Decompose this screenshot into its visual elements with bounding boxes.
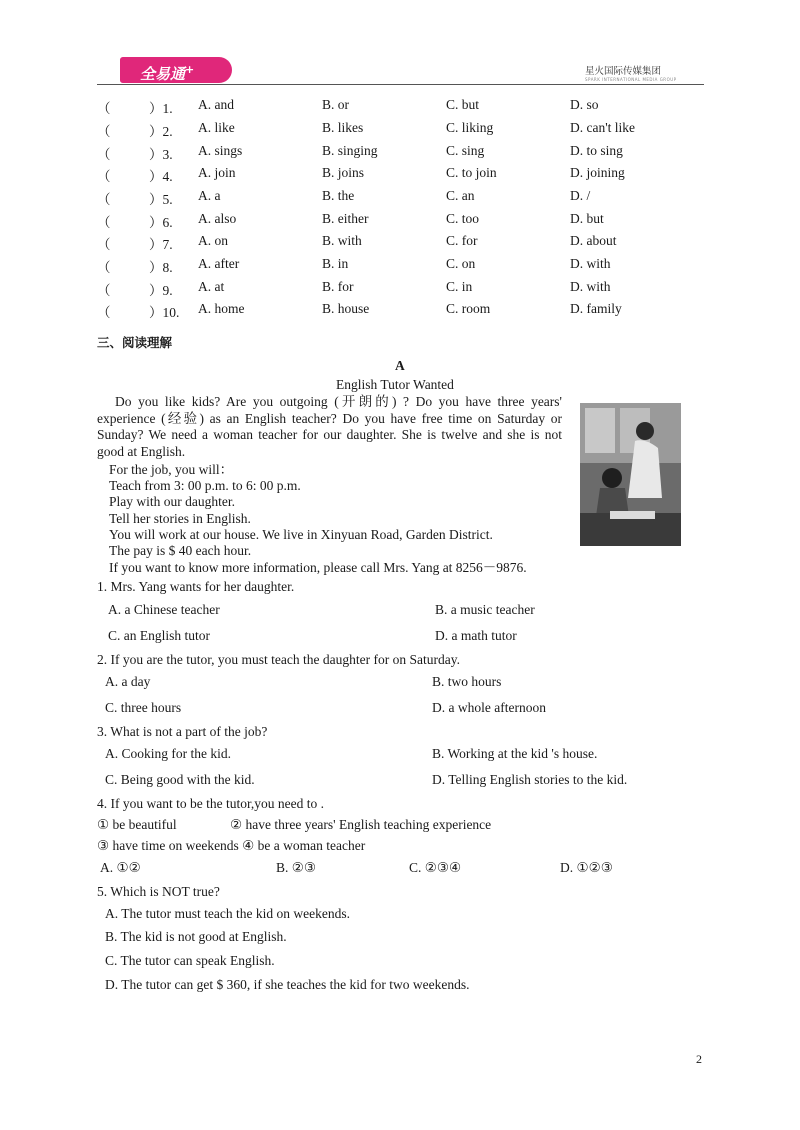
option-a: A. home [198,301,245,316]
option-c: C. to join [446,165,497,180]
option-a: A. Cooking for the kid. [105,746,231,761]
option-d: D. so [570,97,599,112]
question-number: ）8. [149,260,173,275]
logo-plus: + [185,63,195,76]
option-row [97,301,697,321]
q4-option-a: A. ①② [100,860,141,875]
option-c: C. Being good with the kid. [105,772,255,787]
q4-option-b: B. ②③ [276,860,316,875]
question-stem: 1. Mrs. Yang wants for her daughter. [97,579,295,594]
publisher-sub: SPARK INTERNATIONAL MEDIA GROUP [585,77,677,82]
question-number: ）1. [149,101,173,116]
q4-option-c: C. ②③④ [409,860,462,875]
question-number: ）4. [149,169,173,184]
passage-line: The pay is $ 40 each hour. [109,543,252,558]
answer-paren-open: （ [97,237,111,252]
brand-logo [120,57,232,83]
q5-option-b: B. The kid is not good at English. [105,929,287,944]
option-d: D. with [570,256,611,271]
q4-item-3-4: ③ have time on weekends ④ be a woman teacher [97,838,366,853]
option-c: C. an English tutor [108,628,210,643]
passage-line: For the job, you will： [109,462,234,477]
q4-item-2: ② have three years' English teaching experience [230,817,492,832]
option-row [97,256,697,276]
option-row [97,97,697,117]
passage-line: Teach from 3: 00 p.m. to 6: 00 p.m. [109,478,301,493]
option-row [97,143,697,163]
option-a: A. on [198,233,228,248]
q5-option-a: A. The tutor must teach the kid on weekends. [105,906,350,921]
option-d: D. about [570,233,617,248]
question-number: ）3. [149,147,173,162]
header-divider [97,84,704,85]
option-b: B. the [322,188,355,203]
option-b: B. or [322,97,349,112]
option-b: B. house [322,301,370,316]
option-d: D. a math tutor [435,628,517,643]
option-a: A. also [198,211,237,226]
q4-item-1: ① be beautiful [97,817,177,832]
option-row [97,165,697,185]
publisher-name [585,63,677,82]
answer-paren-open: （ [97,215,111,230]
logo-text: 全易通 [140,65,186,83]
option-c: C. room [446,301,491,316]
option-d: D. a whole afternoon [432,700,546,715]
option-a: A. join [198,165,236,180]
option-b: B. in [322,256,349,271]
q4-option-d: D. ①②③ [560,860,613,875]
option-a: A. a [198,188,221,203]
question-number: ）5. [149,192,173,207]
option-row [97,120,697,140]
question-number: ）7. [149,237,173,252]
option-c: C. an [446,188,475,203]
answer-paren-open: （ [97,169,111,184]
option-a: A. a Chinese teacher [108,602,220,617]
question-stem: 2. If you are the tutor, you must teach the daughter for on Saturday. [97,652,460,667]
answer-paren-open: （ [97,283,111,298]
option-b: B. joins [322,165,365,180]
option-d: D. Telling English stories to the kid. [432,772,628,787]
option-b: B. with [322,233,362,248]
option-a: A. sings [198,143,243,158]
option-d: D. family [570,301,622,316]
answer-paren-open: （ [97,305,111,320]
question-number: ）2. [149,124,173,139]
option-c: C. on [446,256,476,271]
option-c: C. for [446,233,478,248]
question-number: ）10. [149,305,180,320]
answer-paren-open: （ [97,101,111,116]
option-c: C. too [446,211,480,226]
option-d: D. / [570,188,591,203]
option-b: B. for [322,279,354,294]
option-b: B. two hours [432,674,502,689]
passage-title: English Tutor Wanted [336,377,454,392]
tutor-photo [580,403,681,546]
passage-line: You will work at our house. We live in Xinyuan Road, Garden District. [109,527,493,542]
option-a: A. a day [105,674,151,689]
answer-paren-open: （ [97,147,111,162]
answer-paren-open: （ [97,192,111,207]
option-c: C. but [446,97,480,112]
option-row [97,279,697,299]
option-b: B. either [322,211,369,226]
option-c: C. three hours [105,700,182,715]
option-row [97,188,697,208]
section-title: 三、阅读理解 [97,335,173,350]
option-b: B. a music teacher [435,602,535,617]
option-b: B. likes [322,120,364,135]
option-d: D. can't like [570,120,636,135]
option-d: D. to sing [570,143,623,158]
option-a: A. at [198,279,225,294]
option-a: A. after [198,256,240,271]
passage-line: If you want to know more information, please call Mrs. Yang at 8256－9876. [109,560,527,575]
option-b: B. singing [322,143,378,158]
passage-intro: Do you like kids? Are you outgoing (开朗的) ? Do you have three years' experience (经验) as an English teacher? Do you have free time on Saturday or Sunday? We need a woman teacher for our daughter. She is twelve and she is not good at English. [97,394,562,459]
publisher-label: 星火国际传媒集团 [585,66,662,77]
option-c: C. liking [446,120,494,135]
page-number: 2 [696,1052,702,1066]
option-c: C. sing [446,143,485,158]
option-b: B. Working at the kid 's house. [432,746,598,761]
passage-label: A [395,358,405,373]
option-d: D. joining [570,165,625,180]
option-a: A. and [198,97,234,112]
q5-option-c: C. The tutor can speak English. [105,953,275,968]
option-c: C. in [446,279,473,294]
option-row [97,233,697,253]
q4-stem: 4. If you want to be the tutor,you need to . [97,796,325,811]
option-row [97,211,697,231]
option-a: A. like [198,120,235,135]
passage-line: Play with our daughter. [109,494,235,509]
answer-paren-open: （ [97,124,111,139]
option-d: D. with [570,279,611,294]
question-number: ）9. [149,283,173,298]
passage-line: Tell her stories in English. [109,511,251,526]
question-number: ）6. [149,215,173,230]
question-stem: 3. What is not a part of the job? [97,724,268,739]
option-d: D. but [570,211,604,226]
q5-option-d: D. The tutor can get $ 360, if she teaches the kid for two weekends. [105,977,470,992]
answer-paren-open: （ [97,260,111,275]
q5-stem: 5. Which is NOT true? [97,884,220,899]
